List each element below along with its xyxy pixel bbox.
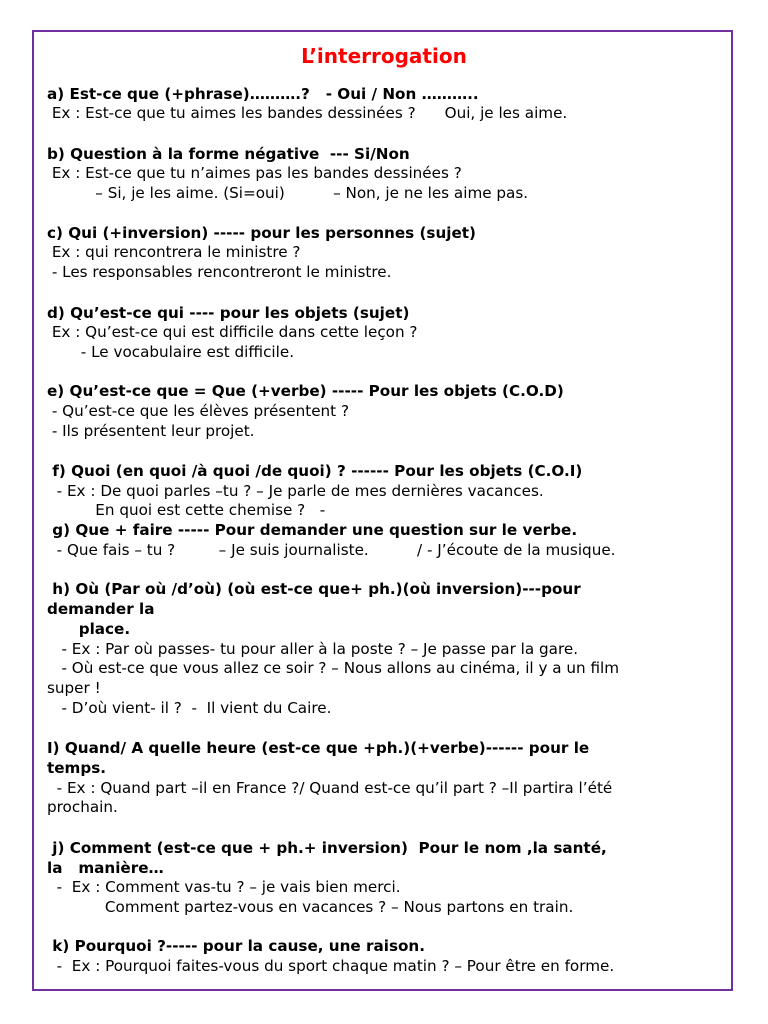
section-heading: h) Où (Par où /d’où) (où est-ce que+ ph.)(où inversion)---pour: [47, 580, 581, 598]
example-line: - Ex : De quoi parles –tu ? – Je parle de mes dernières vacances.: [47, 482, 544, 500]
section-heading: f) Quoi (en quoi /à quoi /de quoi) ? ------ Pour les objets (C.O.I): [47, 462, 583, 480]
example-line: - Ex : Comment vas-tu ? – je vais bien merci.: [47, 878, 401, 896]
example-line: - Ex : Par où passes- tu pour aller à la poste ? – Je passe par la gare.: [47, 640, 579, 658]
section-heading: I) Quand/ A quelle heure (est-ce que +ph.)(+verbe)------ pour le: [47, 739, 590, 757]
section-heading: k) Pourquoi ?----- pour la cause, une raison.: [47, 937, 426, 955]
example-line: prochain.: [47, 798, 118, 816]
example-line: - Le vocabulaire est difficile.: [47, 343, 295, 361]
example-line: - D’où vient- il ? - Il vient du Caire.: [47, 699, 332, 717]
section-heading: e) Qu’est-ce que = Que (+verbe) ----- Pour les objets (C.O.D): [47, 382, 564, 400]
example-line: - Ils présentent leur projet.: [47, 422, 255, 440]
section-heading: d) Qu’est-ce qui ---- pour les objets (sujet): [47, 304, 410, 322]
example-line: Comment partez-vous en vacances ? – Nous partons en train.: [47, 898, 574, 916]
example-line: Ex : Est-ce que tu n’aimes pas les bandes dessinées ?: [47, 164, 462, 182]
example-line: - Qu’est-ce que les élèves présentent ?: [47, 402, 350, 420]
example-line: Ex : Est-ce que tu aimes les bandes dessinées ? Oui, je les aime.: [47, 104, 568, 122]
section-heading: a) Est-ce que (+phrase)……….? - Oui / Non ………..: [47, 85, 479, 103]
example-line: Ex : qui rencontrera le ministre ?: [47, 243, 301, 261]
section-heading: c) Qui (+inversion) ----- pour les personnes (sujet): [47, 224, 476, 242]
section-heading: place.: [47, 620, 131, 638]
example-line: - Ex : Pourquoi faites-vous du sport chaque matin ? – Pour être en forme.: [47, 957, 615, 975]
example-line: - Où est-ce que vous allez ce soir ? – Nous allons au cinéma, il y a un film: [47, 659, 620, 677]
example-line: super !: [47, 679, 101, 697]
example-line: En quoi est cette chemise ? -: [47, 501, 326, 519]
example-line: - Les responsables rencontreront le ministre.: [47, 263, 392, 281]
page-title: L’interrogation: [301, 44, 467, 68]
section-heading: g) Que + faire ----- Pour demander une question sur le verbe.: [47, 521, 578, 539]
example-line: – Si, je les aime. (Si=oui) – Non, je ne les aime pas.: [47, 184, 529, 202]
example-line: - Ex : Quand part –il en France ?/ Quand est-ce qu’il part ? –Il partira l’été: [47, 779, 613, 797]
section-heading: la manière…: [47, 859, 164, 877]
example-line: - Que fais – tu ? – Je suis journaliste. / - J’écoute de la musique.: [47, 541, 616, 559]
section-heading: demander la: [47, 600, 155, 618]
example-line: Ex : Qu’est-ce qui est difficile dans cette leçon ?: [47, 323, 418, 341]
section-heading: temps.: [47, 759, 107, 777]
section-heading: j) Comment (est-ce que + ph.+ inversion) Pour le nom ,la santé,: [47, 839, 607, 857]
section-heading: b) Question à la forme négative --- Si/Non: [47, 145, 410, 163]
